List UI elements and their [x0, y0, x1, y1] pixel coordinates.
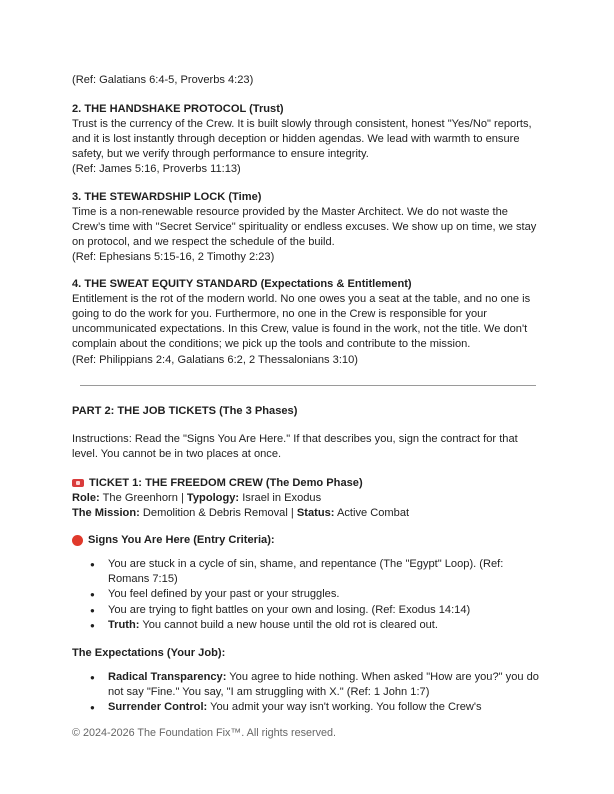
horizontal-divider [80, 385, 536, 386]
expectation-text: You admit your way isn't working. You follow the Crew's [210, 701, 482, 713]
body-line: Trust is the currency of the Crew. It is built slowly through consistent, honest "Yes/No" reports, [72, 118, 532, 131]
status-label: Status: [296, 507, 335, 520]
list-item [108, 670, 542, 700]
document-body [72, 73, 542, 715]
body-line: complain about the conditions; we pick up the tools and contribute to the mission. [72, 338, 471, 351]
role-value: The Greenhorn | [102, 491, 184, 504]
truth-label: Truth: [108, 618, 140, 631]
body-line: going to do the work for you. Furthermore, no one in the Crew is responsible for your [72, 308, 487, 321]
list-item-line: You feel defined by your past or your struggles. [108, 588, 340, 601]
copyright-footer: © 2024-2026 The Foundation Fix™. All rights reserved. [72, 727, 337, 739]
list-item-line: You are trying to fight battles on your own and losing. (Ref: Exodus 14:14) [108, 603, 471, 616]
ticket-role-line [72, 491, 542, 506]
signs-heading [72, 533, 542, 548]
instructions-line: Instructions: Read the "Signs You Are Here." If that describes you, sign the contract for that [72, 432, 518, 445]
section-heading: 3. THE STEWARDSHIP LOCK (Time) [72, 190, 262, 203]
section-reference: (Ref: Ephesians 5:15-16, 2 Timothy 2:23) [72, 250, 275, 263]
instructions-line: level. You cannot be in two places at once. [72, 447, 282, 460]
list-item-line: You are stuck in a cycle of sin, shame, and repentance (The "Egypt" Loop). (Ref: [108, 558, 504, 571]
mission-label: The Mission: [72, 507, 140, 520]
ticket-icon [72, 479, 84, 487]
red-circle-icon [72, 535, 83, 546]
ticket-title [72, 476, 542, 491]
ticket-title-text: TICKET 1: THE FREEDOM CREW (The Demo Phase) [89, 476, 363, 489]
status-value: Active Combat [336, 507, 410, 520]
ticket-mission-line [72, 506, 542, 521]
instructions [72, 432, 542, 462]
expectations-list [72, 670, 542, 715]
section-heading: 2. THE HANDSHAKE PROTOCOL (Trust) [72, 103, 284, 116]
list-item [108, 618, 542, 633]
list-item [108, 700, 542, 715]
body-line: safety, but we verify through performance to ensure integrity. [72, 148, 369, 161]
expectation-text: You agree to hide nothing. When asked "How are you?" you do [229, 670, 539, 683]
body-line: on protocol, and we respect the schedule of the build. [72, 235, 335, 248]
body-line: Time is a non-renewable resource provided by the Master Architect. We do not waste the [72, 205, 508, 218]
section-heading: 4. THE SWEAT EQUITY STANDARD (Expectations & Entitlement) [72, 278, 412, 291]
body-line: and it is lost instantly through deception or hidden agendas. We lead with warmth to ensure [72, 133, 520, 146]
section-reference: (Ref: Philippians 2:4, Galatians 6:2, 2 Thessalonians 3:10) [72, 353, 358, 366]
section-sweat-equity [72, 277, 542, 368]
part2-heading: PART 2: THE JOB TICKETS (The 3 Phases) [72, 404, 298, 417]
section-stewardship-lock [72, 190, 542, 265]
expectation-text: not say "Fine." You say, "I am struggling with X." (Ref: 1 John 1:7) [108, 685, 430, 698]
expectations-heading: The Expectations (Your Job): [72, 646, 226, 659]
body-line: uncommunicated expectations. In this Crew, value is found in the work, not the title. We don't [72, 323, 528, 336]
signs-list [72, 557, 542, 632]
list-item [108, 587, 542, 602]
typology-value: Israel in Exodus [242, 491, 322, 504]
top-reference: (Ref: Galatians 6:4-5, Proverbs 4:23) [72, 74, 254, 86]
list-item [108, 603, 542, 618]
expectation-label: Radical Transparency: [108, 670, 227, 683]
section-reference: (Ref: James 5:16, Proverbs 11:13) [72, 163, 241, 176]
expectation-label: Surrender Control: [108, 701, 208, 713]
truth-text: You cannot build a new house until the old rot is cleared out. [142, 618, 438, 631]
typology-label: Typology: [186, 491, 240, 504]
list-item-line: Romans 7:15) [108, 573, 178, 586]
body-line: Entitlement is the rot of the modern world. No one owes you a seat at the table, and no one is [72, 293, 531, 306]
signs-heading-text: Signs You Are Here (Entry Criteria): [88, 534, 275, 547]
mission-value: Demolition & Debris Removal | [142, 507, 294, 520]
body-line: Crew’s time with "Secret Service" spirituality or endless excuses. We show up on time, we stay [72, 220, 537, 233]
ticket-1 [72, 476, 542, 715]
role-label: Role: [72, 491, 100, 504]
section-handshake-protocol [72, 102, 542, 177]
list-item [108, 557, 542, 587]
